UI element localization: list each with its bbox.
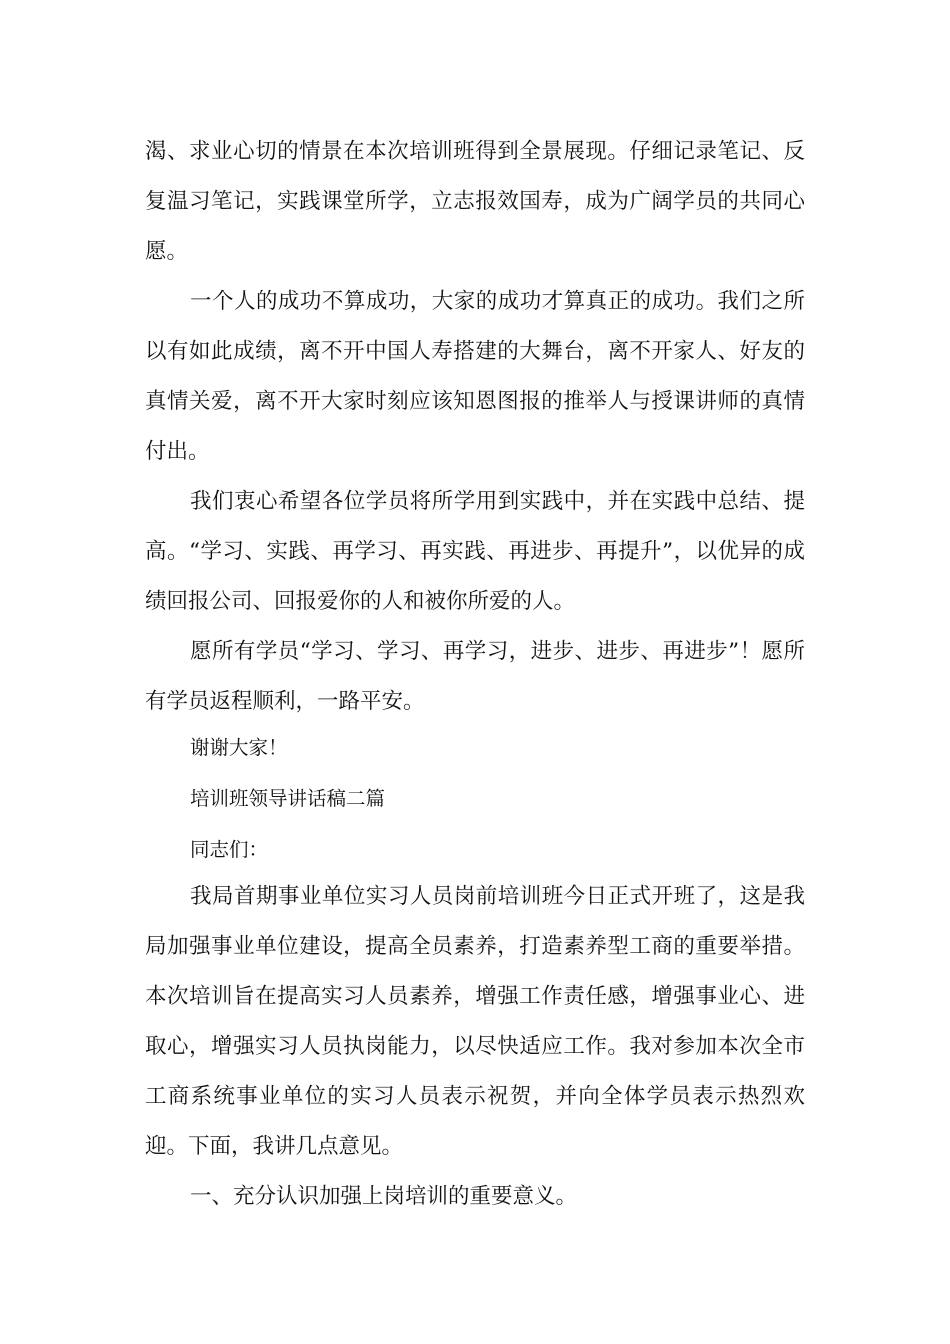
paragraph-hope: 我们衷心希望各位学员将所学用到实践中，并在实践中总结、提高。“学习、实践、再学习、再实践、再进步、再提升”，以优异的成绩回报公司、回报爱你的人和被你所爱的人。: [145, 489, 805, 614]
paragraph-success: 一个人的成功不算成功，大家的成功才算真正的成功。我们之所以有如此成绩，离不开中国人寿搭建的大舞台，离不开家人、好友的真情关爱，离不开大家时刻应该知恩图报的推举人与授课讲师的真情付出。: [145, 289, 805, 464]
paragraph-opening: 我局首期事业单位实习人员岗前培训班今日正式开班了，这是我局加强事业单位建设，提高全员素养，打造素养型工商的重要举措。本次培训旨在提高实习人员素养，增强工作责任感，增强事业心、进取心，增强实习人员执岗能力，以尽快适应工作。我对参加本次全市工商系统事业单位的实习人员表示祝贺，并向全体学员表示热烈欢迎。下面，我讲几点意见。: [145, 884, 805, 1159]
salutation: 同志们：: [190, 838, 269, 861]
paragraph-continuation: 渴、求业心切的情景在本次培训班得到全景展现。仔细记录笔记、反复温习笔记，实践课堂所学，立志报效国寿，成为广阔学员的共同心愿。: [145, 139, 805, 264]
paragraph-point-one: 一、充分认识加强上岗培训的重要意义。: [190, 1184, 578, 1209]
section-heading: 培训班领导讲话稿二篇: [190, 787, 386, 810]
thanks-line: 谢谢大家！: [190, 736, 288, 759]
paragraph-wish: 愿所有学员“学习、学习、再学习，进步、进步、再进步”！愿所有学员返程顺利，一路平安。: [145, 639, 805, 714]
